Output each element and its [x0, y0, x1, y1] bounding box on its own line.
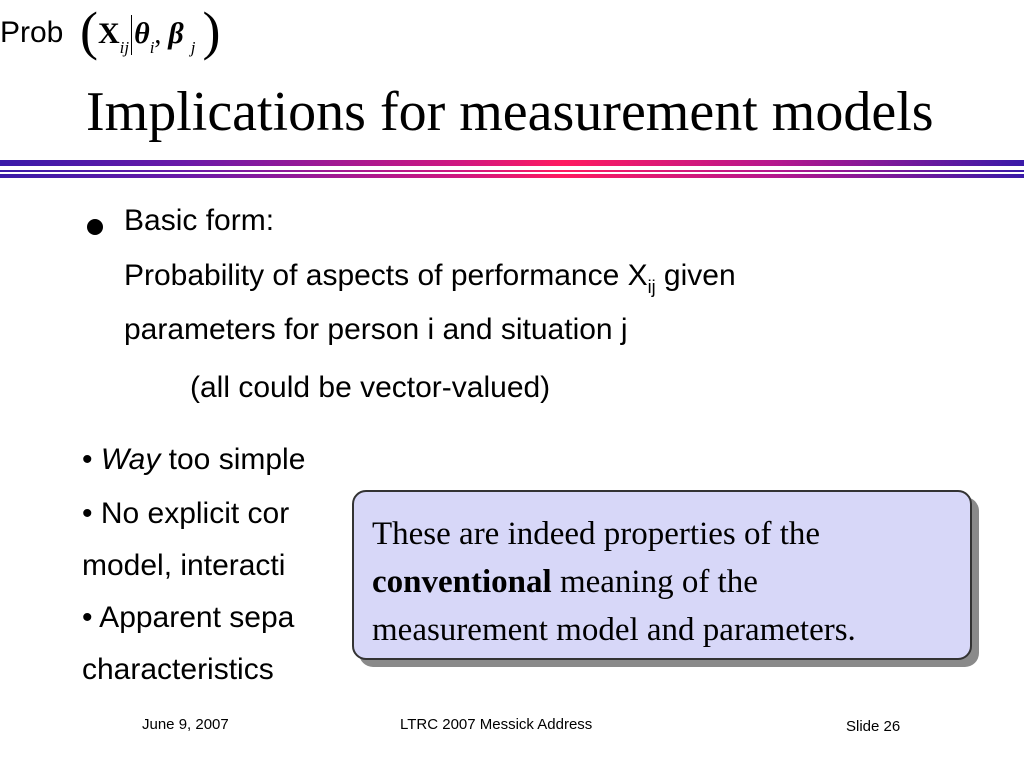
- bullet-dot-small: •: [82, 443, 93, 476]
- bullet-way-italic: Way: [100, 443, 161, 476]
- basic-form-label: Basic form:: [124, 204, 275, 237]
- callout-line2-rest: meaning of the: [551, 564, 758, 600]
- formula-prob: Prob: [0, 16, 64, 49]
- formula-open-paren: (: [80, 1, 98, 61]
- title-rule-bottom: [0, 174, 1024, 178]
- probability-text: Probability of aspects of performance X: [124, 259, 648, 292]
- bullet-apparent-line2: characteristics: [82, 653, 274, 686]
- formula-expression: [80, 0, 221, 62]
- formula-theta: θ: [134, 17, 150, 50]
- bullet-no-explicit-line2: model, interacti: [82, 549, 286, 582]
- bullet-way-rest: too simple: [160, 443, 306, 476]
- probability-subscript: ij: [647, 277, 656, 297]
- bullet-dot-icon: [87, 219, 103, 235]
- callout-line3: measurement model and parameters.: [372, 612, 856, 648]
- probability-after: given: [655, 259, 736, 292]
- formula-beta: β: [168, 17, 184, 50]
- parameters-description: parameters for person i and situation j: [124, 313, 628, 346]
- formula-comma: ,: [154, 19, 162, 50]
- title-rule-middle: [0, 170, 1024, 172]
- bullet-no-explicit-line1: • No explicit cor: [82, 497, 290, 530]
- callout-line1: These are indeed properties of the: [372, 516, 821, 552]
- formula-theta-sub: i: [149, 38, 155, 57]
- footer-date: June 9, 2007: [142, 716, 229, 733]
- callout-line2: [372, 558, 970, 606]
- formula-given-bar: [131, 15, 132, 55]
- footer-slide-number: Slide 26: [846, 718, 901, 735]
- title-rule-top: [0, 160, 1024, 166]
- bullet-way-too-simple: [82, 442, 305, 478]
- probability-formula: [0, 0, 1024, 60]
- formula-x-sub: ij: [119, 38, 130, 57]
- footer-title: LTRC 2007 Messick Address: [400, 716, 593, 733]
- vector-note: (all could be vector-valued): [190, 371, 551, 404]
- formula-close-paren: ): [202, 1, 221, 61]
- probability-description: [124, 258, 736, 305]
- bullet-apparent-line1: • Apparent sepa: [82, 601, 295, 634]
- formula-beta-sub: j: [190, 38, 196, 57]
- callout-box: [352, 490, 972, 660]
- callout-bold-word: conventional: [372, 564, 552, 600]
- formula-x: X: [97, 17, 120, 50]
- slide-title: Implications for measurement models: [86, 81, 934, 143]
